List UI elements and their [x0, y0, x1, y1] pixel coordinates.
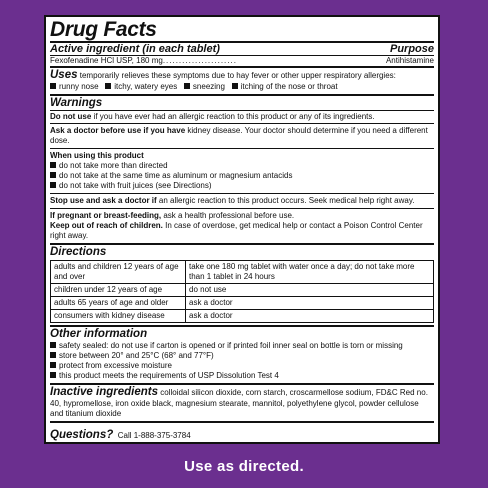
list-item: do not take with fruit juices (see Directions) [50, 181, 434, 191]
footer-caption: Use as directed. [184, 458, 304, 475]
bullet-icon [50, 372, 56, 378]
directions-section [50, 245, 434, 327]
active-ingredient-section [50, 43, 434, 68]
inactive-ingredients-heading: Inactive ingredients [50, 386, 159, 398]
warnings-section: Warnings Do not use if you have ever had an allergic reaction to this product or any of its ingredients. Ask a doctor before use if you have kidney disease. Your doctor should determine if you need a different dose. When using this product do not take more than directed do not take at the same time as aluminum or magnesium antacids do not take with fruit juices (see Directions) Stop use and ask a doctor if an allergic reaction to this product occurs. Seek medical help right away. If pregnant or breast-feeding, ask a health professional before use. Keep out of reach of children. In case of overdose, get medical help or contact a Poison Control Center right away. [50, 96, 434, 245]
uses-list [50, 82, 434, 92]
warnings-heading: Warnings [50, 97, 434, 111]
list-item: do not take at the same time as aluminum or magnesium antacids [50, 171, 434, 181]
bullet-icon [50, 162, 56, 168]
drug-facts-title: Drug Facts [50, 19, 434, 43]
keep-out-label: Keep out of reach of children. [50, 221, 163, 230]
list-item: sneezing [184, 82, 225, 91]
questions-phone: Call 1-888-375-3784 [117, 431, 191, 440]
list-item: safety sealed: do not use if carton is opened or if printed foil inner seal on bottle is torn or missing [50, 341, 434, 351]
inactive-ingredients-section [50, 385, 434, 423]
purpose-value: Antihistamine [385, 56, 434, 65]
inactive-ingredients-text: colloidal silicon dioxide, corn starch, croscarmellose sodium, FD&C Red no. 40, hypromellose, iron oxide black, magnesium stearate, mannitol, polyethylene glycol, powder cellulose and titanium dioxide [50, 388, 428, 418]
list-item: this product meets the requirements of USP Dissolution Test 4 [50, 371, 434, 381]
dot-leader: ....................... [162, 56, 237, 65]
bullet-icon [50, 342, 56, 348]
table-row: adults and children 12 years of age and over take one 180 mg tablet with water once a day; do not take more than 1 tablet in 24 hours [51, 261, 434, 284]
list-item: store between 20° and 25°C (68° and 77°F) [50, 351, 434, 361]
active-ingredient-name: Fexofenadine HCl USP, 180 mg [50, 56, 163, 65]
bullet-icon [50, 172, 56, 178]
uses-section [50, 68, 434, 96]
bullet-icon [105, 83, 111, 89]
bullet-icon [50, 352, 56, 358]
purpose-heading: Purpose [389, 43, 434, 55]
list-item: runny nose [50, 82, 99, 91]
bullet-icon [50, 182, 56, 188]
list-item: do not take more than directed [50, 161, 434, 171]
ask-doctor-label: Ask a doctor before use if you have [50, 126, 186, 135]
other-information-heading: Other information [50, 328, 148, 340]
drug-facts-panel [44, 15, 440, 444]
list-item: protect from excessive moisture [50, 361, 434, 371]
uses-heading: Uses [50, 69, 78, 81]
questions-heading: Questions? [50, 429, 114, 441]
do-not-use-label: Do not use [50, 112, 92, 121]
bullet-icon [50, 362, 56, 368]
bullet-icon [184, 83, 190, 89]
table-row: consumers with kidney disease ask a doctor [51, 310, 434, 323]
active-ingredient-heading: Active ingredient (in each tablet) [50, 43, 220, 55]
stop-use-label: Stop use and ask a doctor if [50, 196, 157, 205]
list-item: itchy, watery eyes [105, 82, 177, 91]
pregnant-label: If pregnant or breast-feeding, [50, 211, 162, 220]
directions-heading: Directions [50, 246, 107, 258]
uses-text: temporarily relieves these symptoms due to hay fever or other upper respiratory allergies: [79, 71, 396, 80]
table-row: adults 65 years of age and older ask a doctor [51, 297, 434, 310]
bullet-icon [232, 83, 238, 89]
list-item: itching of the nose or throat [232, 82, 338, 91]
when-using-label: When using this product [50, 151, 144, 160]
other-information-section [50, 327, 434, 385]
questions-section [50, 423, 434, 445]
bullet-icon [50, 83, 56, 89]
directions-table [50, 260, 434, 323]
table-row: children under 12 years of age do not use [51, 284, 434, 297]
